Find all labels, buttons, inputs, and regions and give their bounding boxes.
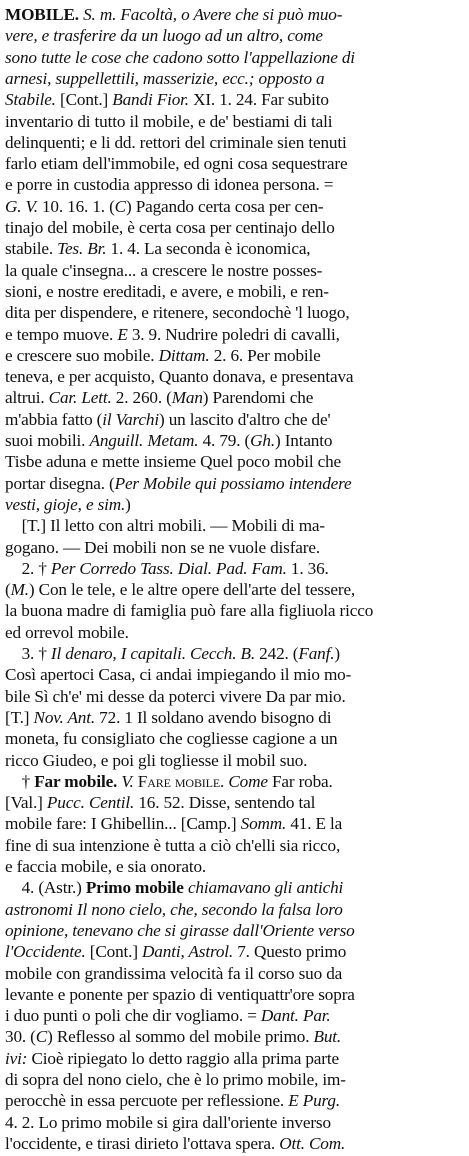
text-segment: ) Parendomi che — [202, 388, 314, 408]
text-segment: Per Mobile qui possiamo intendere — [114, 473, 352, 493]
text-segment: 16. 52. Disse, sentendo tal — [134, 793, 316, 813]
text-segment: dita per dispendere, e ritenere, secondochè 'l luogo, — [5, 303, 350, 323]
text-segment: Per Corredo Tass. Dial. Pad. Fam. — [50, 558, 287, 578]
text-segment: vere, e trasferire da un luogo ad un altro, come — [5, 26, 323, 46]
text-line — [5, 1132, 463, 1156]
text-segment: [T.] Il letto con altri mobili. — Mobili di ma- — [5, 516, 325, 536]
text-segment: moneta, fu consigliato che cogliesse cagione a un — [5, 729, 338, 749]
text-segment: ricco Giudeo, e poi gli togliesse il mobil suo. — [5, 750, 308, 770]
text-segment: 72. 1 Il soldano avendo bisogno di — [95, 707, 332, 727]
text-segment: farlo etiam dell'immobile, ed ogni cosa sequestrare — [5, 154, 348, 174]
text-segment: gogano. — Dei mobili non se ne vuole disfare. — [5, 537, 320, 557]
text-segment: Primo mobile — [85, 878, 184, 898]
text-segment: Car. Lett. — [48, 388, 112, 408]
text-segment: vesti, gioje, e sim. — [5, 494, 126, 514]
text-segment: Somm. — [240, 814, 287, 834]
text-segment: di sopra del nono cielo, che è lo primo mobile, im- — [5, 1070, 346, 1089]
text-segment: arnesi, suppellettili, masserizie, ecc.; opposto a — [5, 68, 325, 88]
text-segment: ) — [125, 494, 131, 514]
text-segment: Bandi Fior. — [112, 90, 189, 110]
text-segment: Stabile. — [5, 90, 56, 110]
text-segment: ) Pagando certa cosa per cen- — [126, 196, 324, 216]
text-segment: ) Intanto — [274, 431, 333, 450]
text-segment: e faccia mobile, e sia onorato. — [5, 857, 207, 876]
text-segment: mobile fare: I Ghibellin... [Camp.] — [5, 814, 241, 834]
text-segment: sioni, e nostre ereditadi, e avere, e mobili, e ren- — [5, 281, 329, 301]
text-segment: Fare mobile. — [137, 771, 225, 791]
text-segment: Il denaro, I capitali. Cecch. B. — [50, 644, 256, 663]
text-segment: MOBILE. — [5, 5, 79, 24]
text-segment: altrui. — [5, 388, 49, 408]
text-segment: † — [5, 771, 35, 791]
text-segment: 2. 260. ( — [111, 388, 172, 408]
text-segment: Nov. Ant. — [33, 707, 96, 727]
text-segment: Ott. Com. — [279, 1133, 346, 1153]
text-segment: sono tutte le cose che cadono sotto l'appellazione di — [5, 47, 355, 67]
text-segment: Danti, Astrol. — [142, 942, 234, 962]
text-segment: fine di sua intenzione è tutta a ciò ch'elli sia ricco, — [5, 835, 341, 855]
text-segment: 4. 2. Lo primo mobile si gira dall'oriente inverso — [5, 1112, 331, 1132]
text-segment: astronomi Il nono cielo, che, secondo la falsa loro — [5, 899, 343, 919]
text-segment: mobile con grandissima velocità fa il corso suo da — [5, 963, 343, 983]
text-segment: Dant. Par. — [260, 1006, 331, 1026]
text-segment: [T.] — [5, 707, 34, 727]
text-segment: perocchè in essa percuote per reflessione. — [5, 1091, 289, 1111]
text-segment: il Varchi — [102, 409, 159, 429]
text-segment: 4. (Astr.) — [5, 878, 86, 898]
text-segment: 41. E la — [286, 814, 343, 834]
text-segment: ivi: — [5, 1048, 28, 1068]
text-segment: 30. ( — [5, 1027, 36, 1047]
text-segment: 3. 9. Nudrire poledri di cavalli, — [127, 324, 340, 344]
text-segment: Man — [171, 388, 203, 408]
text-segment: E — [117, 324, 128, 344]
text-segment: Come — [228, 771, 268, 791]
text-segment: e crescere suo mobile. — [5, 345, 159, 365]
text-segment: 7. Questo primo — [233, 942, 347, 962]
text-segment: ) — [334, 644, 340, 663]
text-segment: ed orrevol mobile. — [5, 622, 129, 642]
text-segment: l'Occidente. — [5, 942, 86, 962]
text-segment: 2. † — [5, 558, 51, 578]
text-segment: 10. 16. 1. ( — [37, 196, 115, 216]
text-segment: Far mobile. — [34, 771, 118, 791]
text-segment: Tes. Br. — [57, 239, 107, 259]
text-segment: 3. † — [5, 644, 51, 663]
text-segment: e porre in custodia appresso di idonea persona. = — [5, 175, 334, 195]
text-segment: [Cont.] — [55, 90, 113, 110]
text-segment: m'abbia fatto ( — [5, 409, 103, 429]
text-segment: la quale c'insegna... a crescere le nostre posses- — [5, 260, 323, 280]
text-segment: i duo punti o poli che dir vogliamo. = — [5, 1006, 261, 1026]
text-segment: Pucc. Centil. — [46, 793, 135, 813]
text-segment: XI. 1. 24. Far subito — [188, 90, 329, 110]
text-segment: E Purg. — [288, 1091, 340, 1111]
text-segment: suoi mobili. — [5, 431, 90, 450]
text-segment: bile Sì ch'e' mi desse da poterci vivere Da par mio. — [5, 686, 346, 706]
text-segment: Fanf. — [298, 644, 335, 663]
text-segment: portar disegna. ( — [5, 473, 115, 493]
text-segment: Anguill. Metam. — [89, 431, 199, 450]
text-segment: [Cont.] — [85, 942, 143, 962]
text-segment: teneva, e per acquisto, Quanto donava, e presentava — [5, 367, 354, 387]
text-segment: Tisbe aduna e mette insieme Quel poco mobil che — [5, 452, 341, 472]
text-segment: Far roba. — [267, 771, 333, 791]
text-segment: la buona madre di famiglia può fare alla figliuola ricco — [5, 601, 374, 621]
text-segment: 242. ( — [255, 644, 299, 663]
text-segment: inventario di tutto il mobile, e de' bestiami di tali — [5, 111, 333, 131]
text-segment: Dittam. — [158, 345, 210, 365]
text-segment: tinajo del mobile, è certa cosa per centinajo dello — [5, 218, 335, 237]
text-segment: stabile. — [5, 239, 58, 259]
text-segment: ( — [5, 580, 11, 600]
text-segment: chiamavano gli antichi — [187, 878, 344, 898]
text-segment: ) un lascito d'altro che de' — [158, 409, 331, 429]
text-segment: 1. 4. La seconda è iconomica, — [106, 239, 311, 259]
text-segment: C — [35, 1027, 48, 1047]
text-segment: M. — [10, 580, 29, 600]
text-segment: C — [114, 196, 126, 216]
text-segment: levante e ponente per spazio di ventiquattr'ore sopra — [5, 984, 355, 1004]
text-segment: ) Con le tele, e le altre opere dell'arte del tessere, — [28, 580, 356, 600]
text-segment: opinione, tenevano che si girasse dall'Oriente verso — [5, 920, 355, 940]
text-segment: S. m. Facoltà, o Avere che si può muo- — [83, 5, 343, 24]
text-segment: e tempo muove. — [5, 324, 118, 344]
text-segment: 1. 36. — [286, 558, 329, 578]
text-segment: V. — [121, 771, 134, 791]
text-segment: Cioè ripiegato lo detto raggio alla prima parte — [27, 1048, 339, 1068]
text-segment: Così apertoci Casa, ci andai impiegando il mio mo- — [5, 665, 352, 685]
text-segment: delinquenti; e li dd. rettori del criminale sien tenuti — [5, 132, 347, 152]
text-segment: ) Reflesso al sommo del mobile primo. — [47, 1027, 314, 1047]
text-segment: l'occidente, e tirasi dirieto l'ottava spera. — [5, 1133, 280, 1153]
text-segment: 4. 79. ( — [198, 431, 251, 450]
text-segment: G. V. — [5, 196, 38, 216]
text-segment: Gh. — [250, 431, 275, 450]
text-segment: 2. 6. Per mobile — [209, 345, 321, 365]
text-segment: But. — [313, 1027, 342, 1047]
text-segment: [Val.] — [5, 793, 47, 813]
